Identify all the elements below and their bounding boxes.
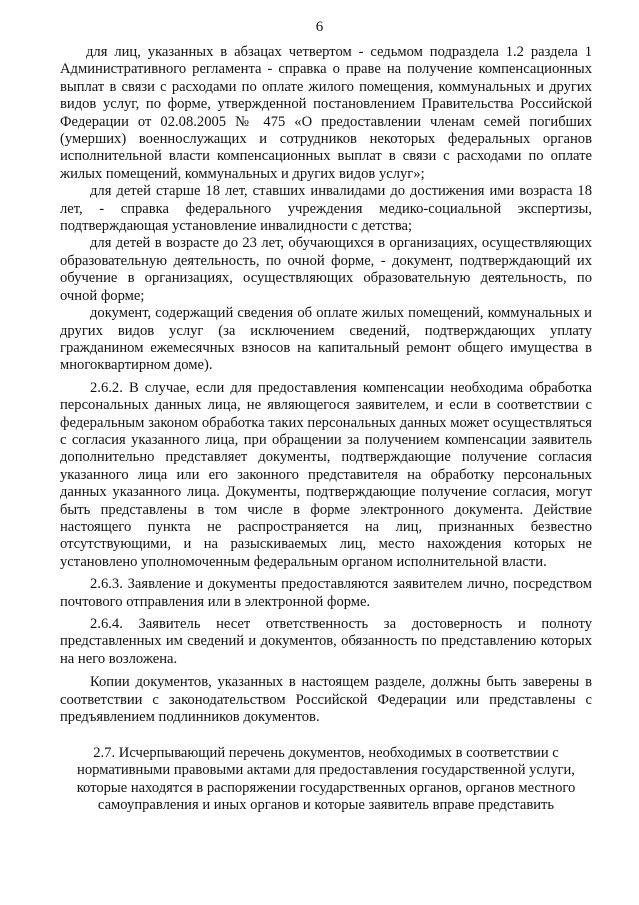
paragraph-students-under-23: для детей в возрасте до 23 лет, обучающихся в организациях, осуществляющих образовательную деятельность, по очной форме, - документ, подтверждающий их обучение в организациях, осуществляющих образовательную деятельность, по очной форме; (60, 235, 592, 304)
paragraph-2-6-3: 2.6.3. Заявление и документы предоставляются заявителем лично, посредством почтового отправления или в электронной форме. (60, 576, 592, 610)
paragraph-payment-document: документ, содержащий сведения об оплате жилых помещений, коммунальных и других видов услуг (за исключением сведений, подтверждающих уплату гражданином ежемесячных взносов на капитальный ремонт общего имущества в многоквартирном доме). (60, 305, 592, 374)
paragraph-disabled-children: для детей старше 18 лет, ставших инвалидами до достижения ими возраста 18 лет, - справка федерального учреждения медико-социальной экспертизы, подтверждающая установление инвалидности с детства; (60, 183, 592, 235)
paragraph-2-6-2: 2.6.2. В случае, если для предоставления компенсации необходима обработка персональных данных лица, не являющегося заявителем, и если в соответствии с федеральным законом обработка таких персональных данных может осуществляться с согласия указанного лица, при обращении за получением компенсации заявитель дополнительно представляет документы, подтверждающие получение согласия указанного лица или его законного представителя на обработку персональных данных указанного лица. Документы, подтверждающие получение согласия, могут быть представлены в том числе в форме электронного документа. Действие настоящего пункта не распространяется на лиц, признанных безвестно отсутствующими, и на разыскиваемых лиц, место нахождения которых не установлено уполномоченным федеральным органом исполнительной власти. (60, 379, 592, 570)
document-body (60, 44, 592, 726)
paragraph-2-6-4: 2.6.4. Заявитель несет ответственность за достоверность и полноту представленных им сведений и документов, обязанность по представлению которых на него возложена. (60, 616, 592, 667)
section-heading-2-7: 2.7. Исчерпывающий перечень документов, необходимых в соответствии с нормативными правовыми актами для предоставления государственной услуги, которые находятся в распоряжении государственных органов, органов местного самоуправления и иных органов и которые заявитель вправе представить (76, 745, 576, 814)
paragraph-copies-of-documents: Копии документов, указанных в настоящем разделе, должны быть заверены в соответствии с законодательством Российской Федерации или представлены с предъявлением подлинников документов. (60, 674, 592, 726)
paragraph-compensation-certificate: для лиц, указанных в абзацах четвертом - седьмом подраздела 1.2 раздела 1 Административного регламента - справка о праве на получение компенсационных выплат в связи с расходами по оплате жилого помещения, коммунальных и других видов услуг, по форме, утвержденной постановлением Правительства Российской Федерации от 02.08.2005 № 475 «О предоставлении членам семей погибших (умерших) военнослужащих и сотрудников некоторых федеральных органов исполнительной власти компенсационных выплат в связи с расходами по оплате жилых помещений, коммунальных и других видов услуг»; (60, 44, 592, 182)
page-number: 6 (315, 19, 324, 35)
